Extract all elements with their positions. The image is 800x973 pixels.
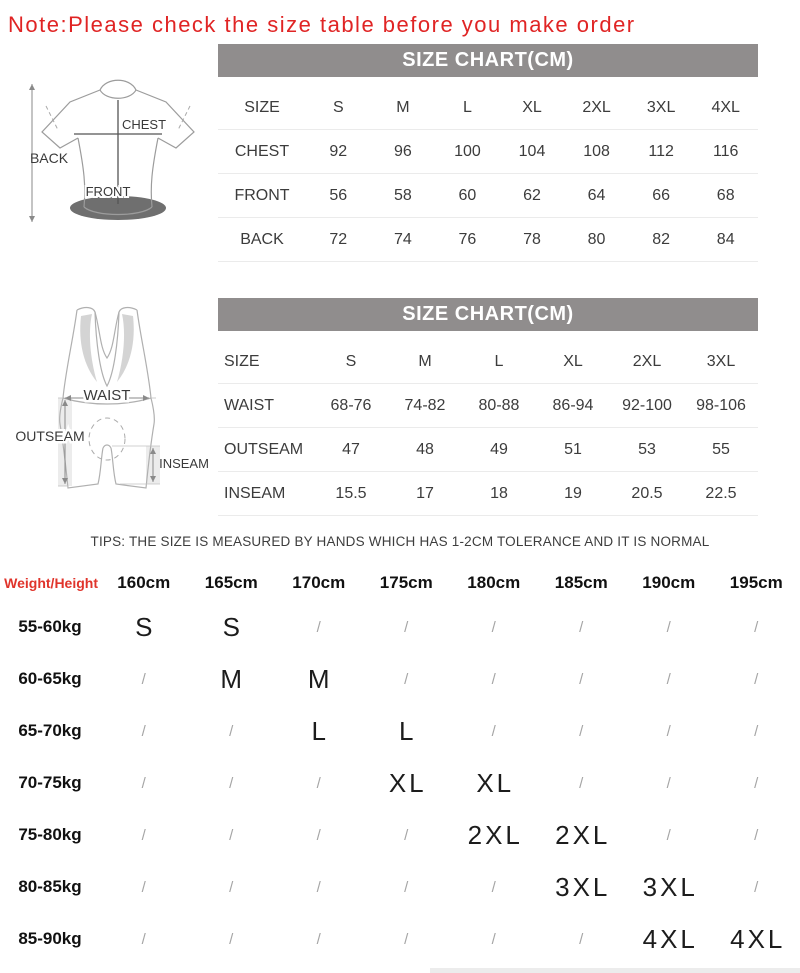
cell-value: 96 <box>371 130 436 174</box>
inseam-label: INSEAM <box>159 456 209 471</box>
cell-value: XL <box>476 767 515 798</box>
row-label: 60-65kg <box>18 669 82 688</box>
row-label: 65-70kg <box>18 721 82 740</box>
cell-value: 80 <box>564 218 629 262</box>
size-chart-title-jersey: SIZE CHART(CM) <box>218 44 758 77</box>
cell-value: / <box>316 878 321 896</box>
row-label: 55-60kg <box>18 617 82 636</box>
cell-value: 2XL <box>555 819 611 850</box>
cell-value: 19 <box>536 472 610 516</box>
cell-value: L <box>311 715 326 746</box>
cell-value: / <box>316 618 321 636</box>
row-label: OUTSEAM <box>218 428 314 472</box>
waist-label: WAIST <box>83 387 131 404</box>
column-header: M <box>371 86 436 130</box>
cell-value: / <box>579 722 584 740</box>
cell-value: 2XL <box>467 819 523 850</box>
cell-value: / <box>754 878 759 896</box>
jersey-size-table <box>218 44 758 262</box>
cell-value: / <box>229 878 234 896</box>
jersey-size-section <box>0 44 800 284</box>
cell-value: / <box>404 878 409 896</box>
cell-value: / <box>666 618 671 636</box>
cell-value: 108 <box>564 130 629 174</box>
row-label: INSEAM <box>218 472 314 516</box>
cell-value: / <box>579 618 584 636</box>
cell-value: 49 <box>462 428 536 472</box>
cell-value: / <box>141 774 146 792</box>
cell-value: 56 <box>306 174 371 218</box>
cell-value: 4XL <box>730 923 786 954</box>
cell-value: / <box>229 826 234 844</box>
shorts-size-section <box>0 298 800 528</box>
jersey-size-grid <box>218 86 758 262</box>
column-header: 175cm <box>379 573 433 592</box>
cell-value: 68 <box>693 174 758 218</box>
column-header: 165cm <box>204 573 258 592</box>
cell-value: / <box>666 774 671 792</box>
cell-value: / <box>754 774 759 792</box>
column-header: 170cm <box>292 573 346 592</box>
row-label: BACK <box>218 218 306 262</box>
shorts-measure-illustration <box>0 298 215 523</box>
column-header: XL <box>536 340 610 384</box>
cell-value: / <box>141 878 146 896</box>
cell-value: 3XL <box>555 871 611 902</box>
cell-value: / <box>491 670 496 688</box>
row-label: 80-85kg <box>18 877 82 896</box>
cell-value: / <box>404 670 409 688</box>
outseam-label: OUTSEAM <box>15 428 85 444</box>
weight-height-matrix <box>0 565 800 965</box>
cell-value: / <box>754 618 759 636</box>
cell-value: M <box>307 663 330 694</box>
cell-value: S <box>135 611 153 642</box>
cell-value: 98-106 <box>684 384 758 428</box>
column-header: S <box>314 340 388 384</box>
column-header: 180cm <box>467 573 521 592</box>
cell-value: 100 <box>435 130 500 174</box>
cell-value: XL <box>388 767 427 798</box>
cell-value: / <box>316 774 321 792</box>
cell-value: / <box>404 618 409 636</box>
column-header: SIZE <box>218 86 306 130</box>
cell-value: 62 <box>500 174 565 218</box>
row-label: 85-90kg <box>18 929 82 948</box>
cell-value: / <box>141 826 146 844</box>
cell-value: 78 <box>500 218 565 262</box>
cell-value: 3XL <box>642 871 698 902</box>
column-header: 195cm <box>729 573 783 592</box>
chamois-pad <box>89 418 125 460</box>
cell-value: / <box>754 670 759 688</box>
cell-value: 18 <box>462 472 536 516</box>
cell-value: / <box>491 618 496 636</box>
cell-value: 68-76 <box>314 384 388 428</box>
cell-value: / <box>316 826 321 844</box>
cell-value: / <box>666 722 671 740</box>
tips-text: TIPS: THE SIZE IS MEASURED BY HANDS WHICH HAS 1-2CM TOLERANCE AND IT IS NORMAL <box>90 534 710 549</box>
cell-value: 66 <box>629 174 694 218</box>
cell-value: 80-88 <box>462 384 536 428</box>
jersey-diagram <box>0 44 215 284</box>
cell-value: 22.5 <box>684 472 758 516</box>
column-header: XL <box>500 86 565 130</box>
cell-value: / <box>579 670 584 688</box>
bib-racerback-shade <box>80 314 134 382</box>
column-header: 185cm <box>554 573 608 592</box>
row-label: 75-80kg <box>18 825 82 844</box>
cell-value: / <box>141 930 146 948</box>
chest-label: CHEST <box>121 117 167 132</box>
cell-value: M <box>220 663 243 694</box>
cell-value: 17 <box>388 472 462 516</box>
cell-value: L <box>399 715 414 746</box>
column-header: 190cm <box>642 573 696 592</box>
cell-value: 55 <box>684 428 758 472</box>
cell-value: 4XL <box>642 923 698 954</box>
cell-value: / <box>404 826 409 844</box>
cell-value: 74-82 <box>388 384 462 428</box>
row-label: 70-75kg <box>18 773 82 792</box>
jersey-measure-illustration <box>0 44 215 279</box>
cell-value: / <box>141 722 146 740</box>
row-label: CHEST <box>218 130 306 174</box>
cell-value: / <box>491 930 496 948</box>
row-label: WAIST <box>218 384 314 428</box>
cell-value: / <box>404 930 409 948</box>
cell-value: / <box>229 722 234 740</box>
cell-value: / <box>754 722 759 740</box>
cell-value: 64 <box>564 174 629 218</box>
cell-value: 82 <box>629 218 694 262</box>
cell-value: / <box>579 774 584 792</box>
cell-value: 47 <box>314 428 388 472</box>
column-header: Weight/Height <box>4 575 98 591</box>
cell-value: 15.5 <box>314 472 388 516</box>
cell-value: / <box>579 930 584 948</box>
cell-value: 53 <box>610 428 684 472</box>
cell-value: / <box>491 722 496 740</box>
order-note-text: Note:Please check the size table before you make order <box>8 12 636 37</box>
cell-value: / <box>229 930 234 948</box>
cell-value: 20.5 <box>610 472 684 516</box>
cell-value: 76 <box>435 218 500 262</box>
cell-value: 112 <box>629 130 694 174</box>
cell-value: / <box>491 878 496 896</box>
cell-value: 116 <box>693 130 758 174</box>
cell-value: 48 <box>388 428 462 472</box>
cell-value: / <box>316 930 321 948</box>
cell-value: 72 <box>306 218 371 262</box>
cell-value: 74 <box>371 218 436 262</box>
cell-value: 51 <box>536 428 610 472</box>
cell-value: 104 <box>500 130 565 174</box>
column-header: 2XL <box>610 340 684 384</box>
back-label: BACK <box>29 150 69 166</box>
column-header: 4XL <box>693 86 758 130</box>
column-header: S <box>306 86 371 130</box>
column-header: 160cm <box>117 573 171 592</box>
cell-value: / <box>666 670 671 688</box>
cell-value: / <box>754 826 759 844</box>
bottom-divider <box>430 968 800 973</box>
column-header: L <box>435 86 500 130</box>
cell-value: S <box>222 611 240 642</box>
column-header: SIZE <box>218 340 314 384</box>
weight-height-grid <box>0 565 800 965</box>
cell-value: / <box>141 670 146 688</box>
cell-value: 86-94 <box>536 384 610 428</box>
column-header: 2XL <box>564 86 629 130</box>
cell-value: 92 <box>306 130 371 174</box>
cell-value: 58 <box>371 174 436 218</box>
cell-value: 84 <box>693 218 758 262</box>
cell-value: / <box>666 826 671 844</box>
front-label: FRONT <box>85 184 131 199</box>
shorts-diagram <box>0 298 215 528</box>
shorts-size-grid <box>218 340 758 516</box>
row-label: FRONT <box>218 174 306 218</box>
cell-value: 60 <box>435 174 500 218</box>
size-chart-title-shorts: SIZE CHART(CM) <box>218 298 758 331</box>
column-header: 3XL <box>629 86 694 130</box>
column-header: 3XL <box>684 340 758 384</box>
cell-value: / <box>229 774 234 792</box>
shorts-size-table <box>218 298 758 516</box>
column-header: L <box>462 340 536 384</box>
cell-value: 92-100 <box>610 384 684 428</box>
column-header: M <box>388 340 462 384</box>
